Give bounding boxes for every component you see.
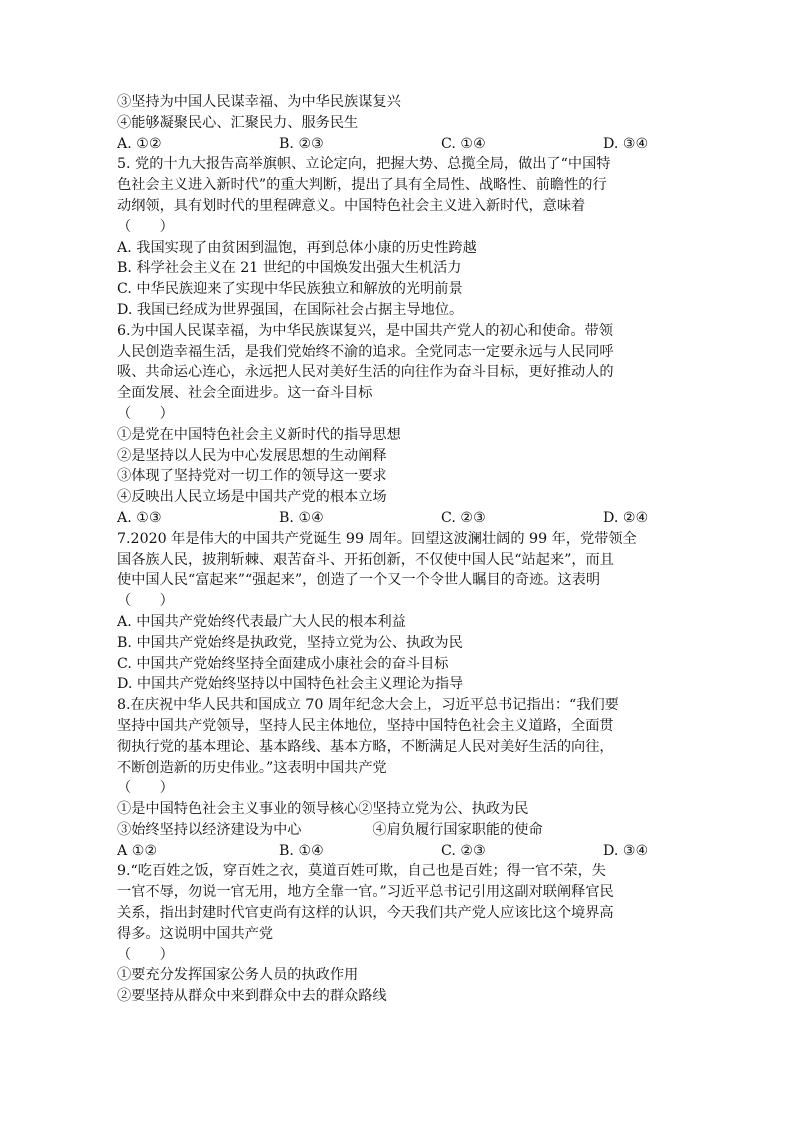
- q8-stem-line: 坚持中国共产党领导，坚持人民主体地位，坚持中国特色社会主义道路，全面贯: [117, 717, 614, 734]
- option-a: A. ①②: [117, 135, 162, 152]
- q5-answer-blank: （ ）: [117, 218, 174, 235]
- q8-item: ①是中国特色社会主义事业的领导核心②坚持立党为公、执政为民: [117, 801, 529, 818]
- q5-option-a: A. 我国实现了由贫困到温饱，再到总体小康的历史性跨越: [117, 239, 477, 256]
- q7-stem-line: 国各族人民，披荆斩棘、艰苦奋斗、开拓创新，不仅使中国人民“站起来”，而且: [117, 551, 614, 568]
- option-b: B. ①④: [279, 842, 324, 859]
- option-c: C. ②③: [441, 842, 486, 859]
- q6-stem-line: 全面发展、社会全面进步。这一奋斗目标: [117, 385, 373, 402]
- q5-stem-line: 5. 党的十九大报告高举旗帜、立论定向，把握大势、总揽全局，做出了“中国特: [117, 156, 611, 173]
- q8-stem-line: 8.在庆祝中华人民共和国成立 70 周年纪念大会上，习近平总书记指出：“我们要: [117, 697, 619, 714]
- option-d: D. ③④: [603, 842, 649, 859]
- option-a: A ①②: [117, 842, 158, 859]
- q6-item: ①是党在中国特色社会主义新时代的指导思想: [117, 426, 401, 443]
- q6-item: ③体现了坚持党对一切工作的领导这一要求: [117, 468, 387, 485]
- option-c: C. ①④: [441, 135, 486, 152]
- option-b: B. ①④: [279, 509, 324, 526]
- q8-stem-line: 不断创造新的历史伟业。”这表明中国共产党: [117, 759, 387, 776]
- q9-stem-line: 一官不辱，勿说一官无用，地方全靠一官。”习近平总书记引用这副对联阐释官民: [117, 884, 614, 901]
- q9-item: ②要坚持从群众中来到群众中去的群众路线: [117, 988, 387, 1005]
- q5-option-b: B. 科学社会主义在 21 世纪的中国焕发出强大生机活力: [117, 260, 462, 277]
- q8-item: ③始终坚持以经济建设为中心 ④肩负履行国家职能的使命: [117, 821, 543, 838]
- q7-stem-line: 7.2020 年是伟大的中国共产党诞生 99 周年。回望这波澜壮阔的 99 年，党带领全: [117, 530, 637, 547]
- q6-item: ④反映出人民立场是中国共产党的根本立场: [117, 489, 387, 506]
- q6-stem-line: 6.为中国人民谋幸福，为中华民族谋复兴，是中国共产党人的初心和使命。带领: [117, 322, 613, 339]
- q7-option-c: C. 中国共产党始终坚持全面建成小康社会的奋斗目标: [117, 655, 449, 672]
- q9-item: ①要充分发挥国家公务人员的执政作用: [117, 967, 359, 984]
- q4-options: [117, 134, 685, 155]
- q8-answer-blank: （ ）: [117, 780, 174, 797]
- q9-stem-line: 关系，指出封建时代官吏尚有这样的认识，今天我们共产党人应该比这个境界高: [117, 905, 614, 922]
- option-d: D. ③④: [603, 135, 649, 152]
- item-line: ④能够凝聚民心、汇聚民力、服务民生: [117, 114, 359, 131]
- q7-option-b: B. 中国共产党始终是执政党，坚持立党为公、执政为民: [117, 634, 463, 651]
- q5-stem-line: 动纲领，具有划时代的里程碑意义。中国特色社会主义进入新时代，意味着: [117, 197, 586, 214]
- q6-answer-blank: （ ）: [117, 405, 174, 422]
- exam-page: [117, 92, 685, 1007]
- q9-stem-line: 得多。这说明中国共产党: [117, 925, 274, 942]
- q8-options: [117, 841, 685, 862]
- option-a: A. ①③: [117, 509, 162, 526]
- q7-answer-blank: （ ）: [117, 593, 174, 610]
- q5-option-d: D. 我国已经成为世界强国，在国际社会占据主导地位。: [117, 301, 464, 318]
- option-d: D. ②④: [603, 509, 649, 526]
- q5-option-c: C. 中华民族迎来了实现中华民族独立和解放的光明前景: [117, 281, 463, 298]
- q5-stem-line: 色社会主义进入新时代”的重大判断，提出了具有全局性、战略性、前瞻性的行: [117, 177, 607, 194]
- q6-item: ②是坚持以人民为中心发展思想的生动阐释: [117, 447, 387, 464]
- q6-options: [117, 508, 685, 529]
- q9-stem-line: 9.“吃百姓之饭，穿百姓之衣，莫道百姓可欺，自己也是百姓；得一官不荣，失: [117, 863, 606, 880]
- item-line: ③坚持为中国人民谋幸福、为中华民族谋复兴: [117, 94, 401, 110]
- option-c: C. ②③: [441, 509, 486, 526]
- q7-option-d: D. 中国共产党始终坚持以中国特色社会主义理论为指导: [117, 676, 464, 693]
- q6-stem-line: 人民创造幸福生活，是我们党始终不渝的追求。全党同志一定要永远与人民同呼: [117, 343, 614, 360]
- q8-stem-line: 彻执行党的基本理论、基本路线、基本方略，不断满足人民对美好生活的向往，: [117, 738, 614, 755]
- q7-stem-line: 使中国人民“富起来”“强起来”，创造了一个又一个令世人瞩目的奇迹。这表明: [117, 572, 601, 589]
- q7-option-a: A. 中国共产党始终代表最广大人民的根本利益: [117, 613, 406, 630]
- q9-answer-blank: （ ）: [117, 946, 174, 963]
- option-b: B. ②③: [279, 135, 324, 152]
- q6-stem-line: 吸、共命运心连心，永远把人民对美好生活的向往作为奋斗目标，更好推动人的: [117, 364, 614, 381]
